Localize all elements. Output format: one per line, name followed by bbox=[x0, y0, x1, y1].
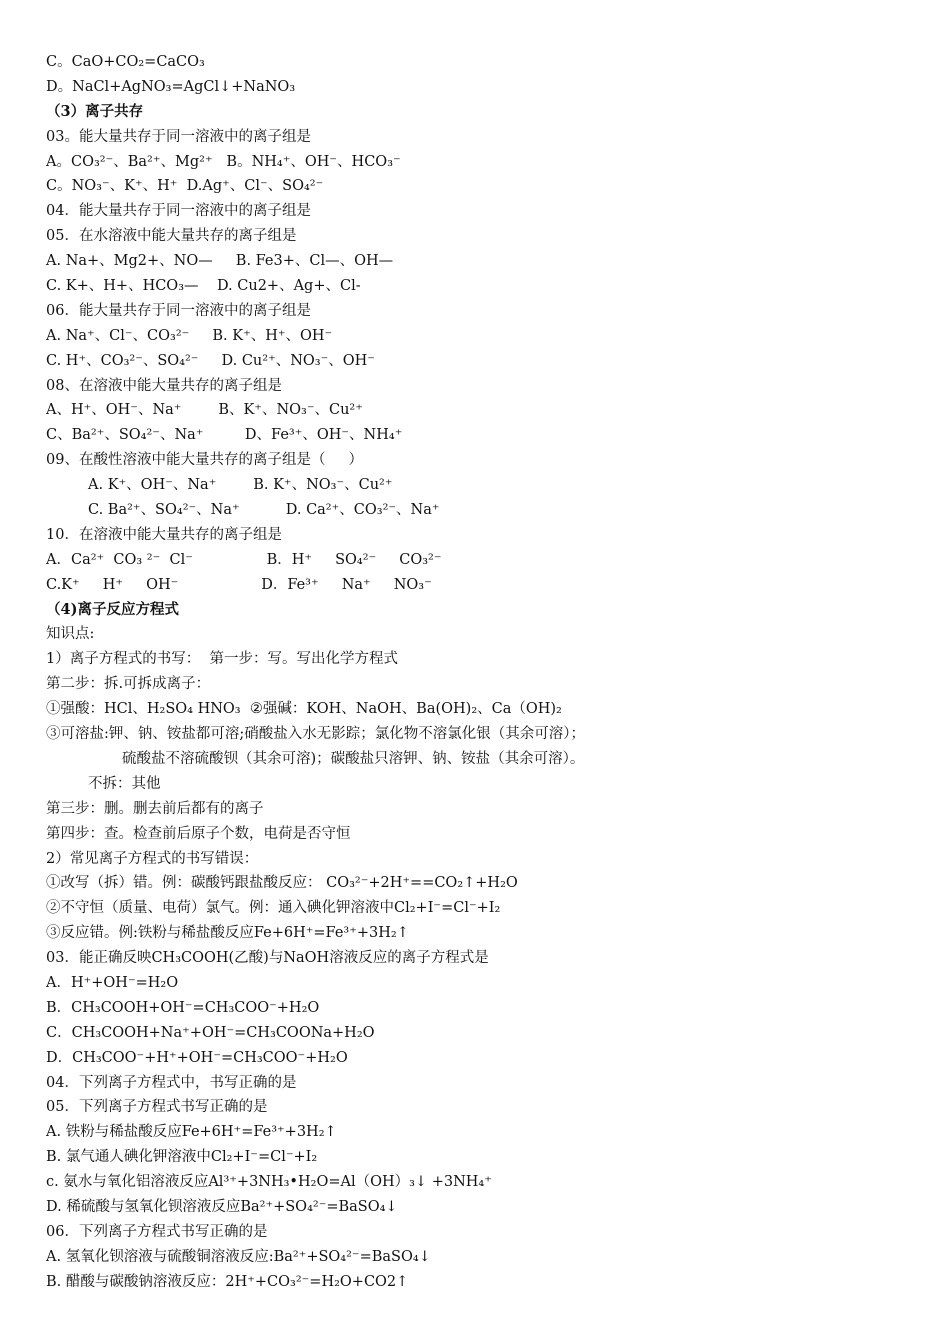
text-line: C、Ba²⁺、SO₄²⁻、Na⁺ D、Fe³⁺、OH⁻、NH₄⁺ bbox=[46, 427, 403, 444]
text-line: 10．在溶液中能大量共存的离子组是 bbox=[46, 526, 282, 543]
text-line: A. Na⁺、Cl⁻、CO₃²⁻ B. K⁺、H⁺、OH⁻ bbox=[46, 327, 333, 344]
text-line: 06．下列离子方程式书写正确的是 bbox=[46, 1223, 268, 1240]
document-page bbox=[46, 50, 906, 1295]
text-line: 03．能正确反映CH₃COOH(乙酸)与NaOH溶液反应的离子方程式是 bbox=[46, 950, 489, 967]
text-line: A. 铁粉与稀盐酸反应Fe+6H⁺=Fe³⁺+3H₂↑ bbox=[46, 1124, 337, 1141]
text-line: A．H⁺+OH⁻=H₂O bbox=[46, 974, 179, 991]
text-line: C.K⁺ H⁺ OH⁻ D．Fe³⁺ Na⁺ NO₃⁻ bbox=[46, 576, 432, 593]
text-line: 1）离子方程式的书写： 第一步：写。写出化学方程式 bbox=[46, 651, 398, 668]
text-line: 第四步：查。检查前后原子个数，电荷是否守恒 bbox=[46, 825, 351, 842]
text-line: C. H⁺、CO₃²⁻、SO₄²⁻ D. Cu²⁺、NO₃⁻、OH⁻ bbox=[46, 352, 375, 369]
text-line: B. 醋酸与碳酸钠溶液反应：2H⁺+CO₃²⁻=H₂O+CO2↑ bbox=[46, 1273, 409, 1290]
text-line: 04．下列离子方程式中，书写正确的是 bbox=[46, 1074, 297, 1091]
text-line: ②不守恒（质量、电荷）氯气。例：通入碘化钾溶液中Cl₂+I⁻=Cl⁻+I₂ bbox=[46, 900, 501, 917]
text-line: 06．能大量共存于同一溶液中的离子组是 bbox=[46, 302, 311, 319]
text-line: A、H⁺、OH⁻、Na⁺ B、K⁺、NO₃⁻、Cu²⁺ bbox=[46, 402, 363, 419]
section-heading: （3）离子共存 bbox=[46, 102, 144, 120]
text-line: ③可溶盐:钾、钠、铵盐都可溶;硝酸盐入水无影踪；氯化物不溶氯化银（其余可溶）； bbox=[46, 726, 586, 743]
text-line: 第三步：删。删去前后都有的离子 bbox=[46, 800, 264, 817]
text-line: A。CO₃²⁻、Ba²⁺、Mg²⁺ B。NH₄⁺、OH⁻、HCO₃⁻ bbox=[46, 153, 401, 170]
text-line: D。NaCl+AgNO₃=AgCl↓+NaNO₃ bbox=[46, 78, 296, 95]
text-line: B. 氯气通人碘化钾溶液中Cl₂+I⁻=Cl⁻+I₂ bbox=[46, 1149, 318, 1166]
text-line: 05．在水溶液中能大量共存的离子组是 bbox=[46, 228, 297, 245]
text-line: 硫酸盐不溶硫酸钡（其余可溶)；碳酸盐只溶钾、钠、铵盐（其余可溶）。 bbox=[122, 750, 585, 767]
text-line: ①改写（拆）错。例：碳酸钙跟盐酸反应： CO₃²⁻+2H⁺==CO₂↑+H₂O bbox=[46, 875, 518, 892]
text-line: 不拆：其他 bbox=[88, 775, 161, 792]
text-line: C. Ba²⁺、SO₄²⁻、Na⁺ D. Ca²⁺、CO₃²⁻、Na⁺ bbox=[88, 502, 440, 519]
text-line: D. 稀硫酸与氢氧化钡溶液反应Ba²⁺+SO₄²⁻=BaSO₄↓ bbox=[46, 1198, 398, 1215]
text-line: 08、在溶液中能大量共存的离子组是 bbox=[46, 377, 282, 394]
text-line: A. K⁺、OH⁻、Na⁺ B. K⁺、NO₃⁻、Cu²⁺ bbox=[88, 477, 393, 494]
text-line: 第二步：拆.可拆成离子： bbox=[46, 676, 211, 693]
text-line: C。CaO+CO₂=CaCO₃ bbox=[46, 54, 205, 70]
section-heading: （4)离子反应方程式 bbox=[46, 600, 179, 618]
text-line: ③反应错。例:铁粉与稀盐酸反应Fe+6H⁺=Fe³⁺+3H₂↑ bbox=[46, 925, 409, 942]
text-line: 2）常见离子方程式的书写错误： bbox=[46, 850, 259, 867]
text-line: 09、在酸性溶液中能大量共存的离子组是（ ） bbox=[46, 452, 363, 469]
text-line: A．Ca²⁺ CO₃ ²⁻ Cl⁻ B．H⁺ SO₄²⁻ CO₃²⁻ bbox=[46, 551, 442, 568]
text-line: D．CH₃COO⁻+H⁺+OH⁻=CH₃COO⁻+H₂O bbox=[46, 1049, 348, 1066]
text-line: C。NO₃⁻、K⁺、H⁺ D.Ag⁺、Cl⁻、SO₄²⁻ bbox=[46, 178, 324, 195]
text-line: 03。能大量共存于同一溶液中的离子组是 bbox=[46, 128, 311, 145]
text-line: ①强酸：HCl、H₂SO₄ HNO₃ ②强碱：KOH、NaOH、Ba(OH)₂、Ca（OH)₂ bbox=[46, 701, 562, 718]
text-line: c. 氨水与氧化铝溶液反应Al³⁺+3NH₃•H₂O=Al（OH）₃↓ +3NH₄⁺ bbox=[46, 1174, 492, 1191]
text-line: 04．能大量共存于同一溶液中的离子组是 bbox=[46, 203, 311, 220]
text-line: B．CH₃COOH+OH⁻=CH₃COO⁻+H₂O bbox=[46, 999, 320, 1016]
text-line: C．CH₃COOH+Na⁺+OH⁻=CH₃COONa+H₂O bbox=[46, 1024, 375, 1041]
text-line: C. K+、H+、HCO₃— D. Cu2+、Ag+、Cl- bbox=[46, 278, 361, 295]
text-line: 知识点: bbox=[46, 626, 95, 643]
text-line: 05．下列离子方程式书写正确的是 bbox=[46, 1099, 268, 1116]
text-line: A. Na+、Mg2+、NO— B. Fe3+、Cl—、OH— bbox=[46, 253, 394, 270]
text-line: A. 氢氧化钡溶液与硫酸铜溶液反应:Ba²⁺+SO₄²⁻=BaSO₄↓ bbox=[46, 1248, 431, 1265]
